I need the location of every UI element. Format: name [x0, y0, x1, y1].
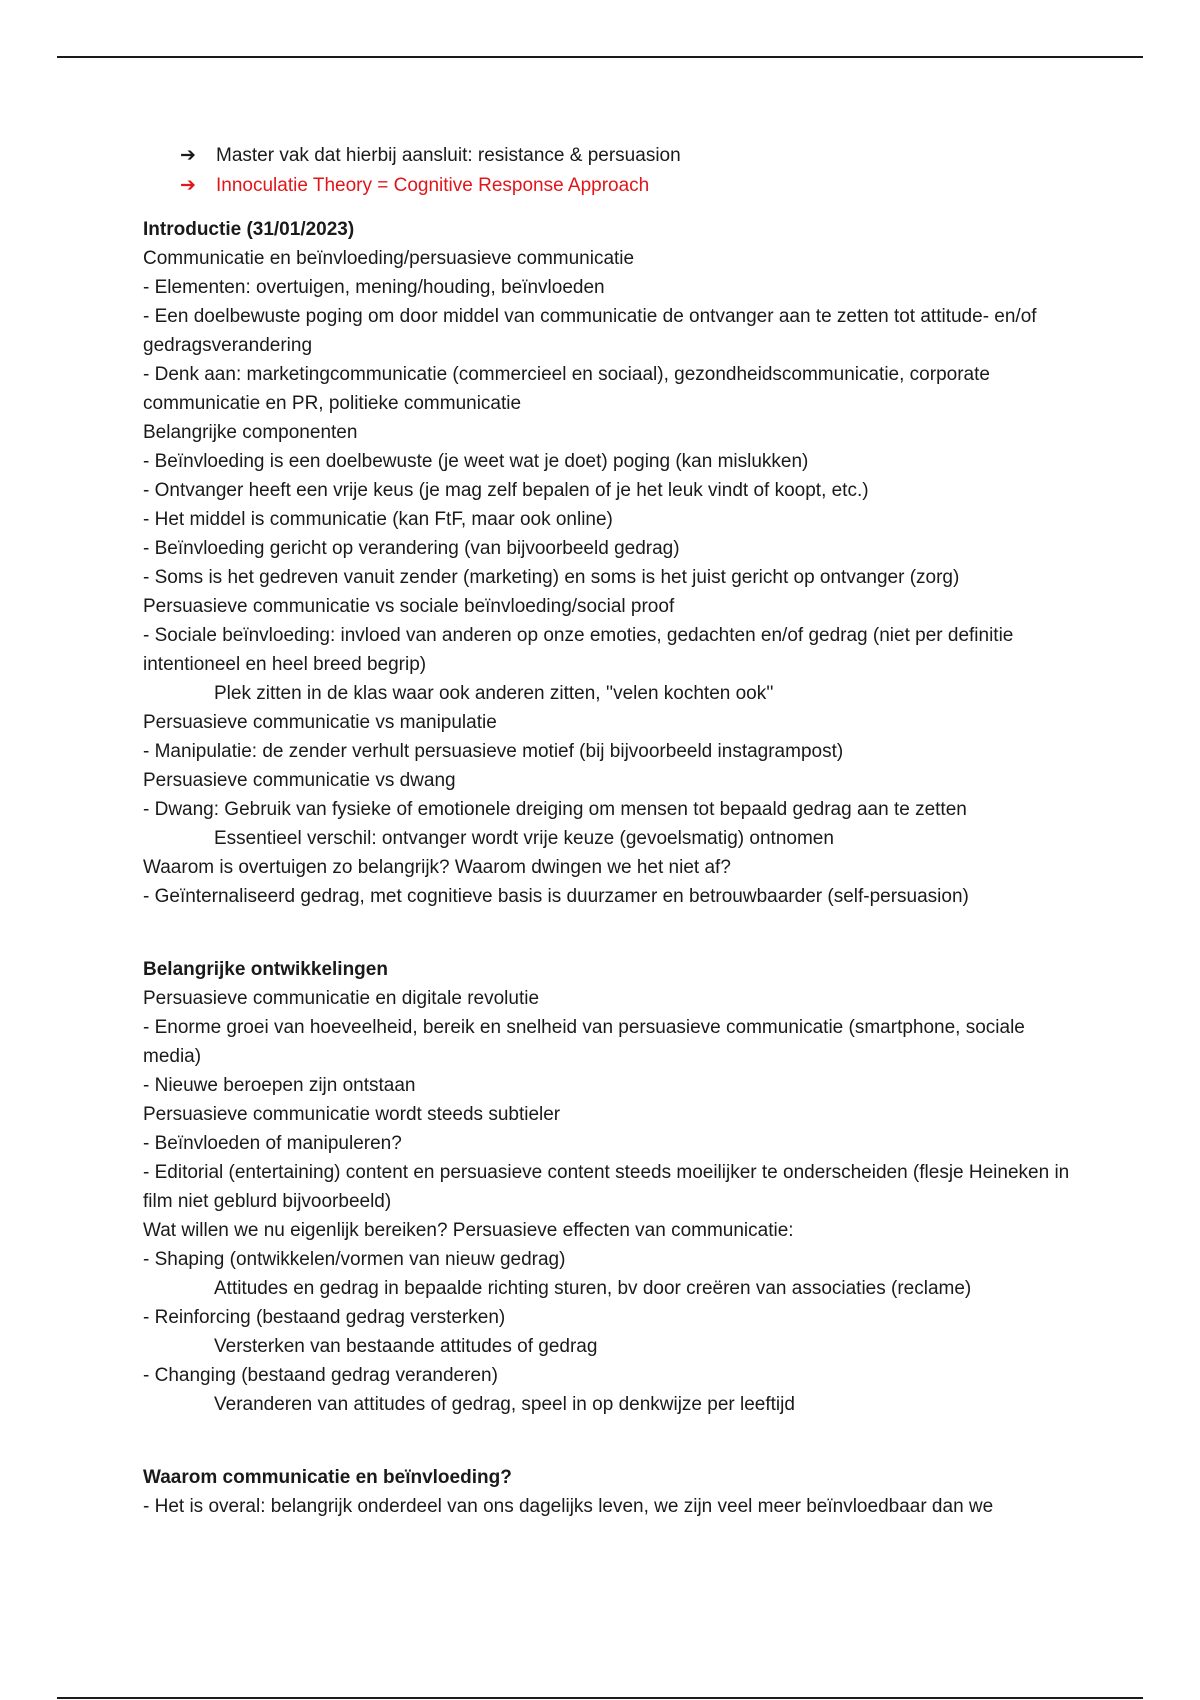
arrow-right-icon: ➔: [180, 175, 196, 196]
text-line: - Dwang: Gebruik van fysieke of emotionele dreiging om mensen tot bepaald gedrag aan te zetten: [143, 799, 967, 820]
header-rule: [57, 56, 1143, 58]
text-line: - Het is overal: belangrijk onderdeel van ons dagelijks leven, we zijn veel meer beïnvloedbaar dan we: [143, 1496, 994, 1517]
text-line: - Nieuwe beroepen zijn ontstaan: [143, 1075, 416, 1096]
text-line-indented: Veranderen van attitudes of gedrag, speel in op denkwijze per leeftijd: [214, 1394, 795, 1415]
text-line: Belangrijke componenten: [143, 422, 358, 443]
text-line: - Beïnvloeden of manipuleren?: [143, 1133, 402, 1154]
text-line: - Beïnvloeding gericht op verandering (van bijvoorbeeld gedrag): [143, 538, 680, 559]
section-heading-introductie: Introductie (31/01/2023): [143, 219, 355, 240]
text-line: Persuasieve communicatie en digitale revolutie: [143, 988, 540, 1009]
text-line: Communicatie en beïnvloeding/persuasieve communicatie: [143, 248, 635, 269]
text-line: - Ontvanger heeft een vrije keus (je mag zelf bepalen of je het leuk vindt of koopt, etc.): [143, 480, 869, 501]
text-line-indented: Plek zitten in de klas waar ook anderen zitten, ''velen kochten ook'': [214, 683, 774, 704]
text-line: - Soms is het gedreven vanuit zender (marketing) en soms is het juist gericht op ontvanger (zorg): [143, 567, 960, 588]
arrow-bullet-highlight: [143, 171, 1083, 201]
text-line: - Manipulatie: de zender verhult persuasieve motief (bij bijvoorbeeld instagrampost): [143, 741, 844, 762]
arrow-bullet-text: Master vak dat hierbij aansluit: resistance & persuasion: [216, 145, 681, 166]
text-line: - Sociale beïnvloeding: invloed van anderen op onze emoties, gedachten en/of gedrag (niet per definitie intentioneel en heel breed begrip): [143, 625, 1014, 675]
text-line: - Het middel is communicatie (kan FtF, maar ook online): [143, 509, 613, 530]
text-line: - Beïnvloeding is een doelbewuste (je weet wat je doet) poging (kan mislukken): [143, 451, 809, 472]
arrow-bullet-text: Innoculatie Theory = Cognitive Response Approach: [216, 175, 650, 196]
text-line: Wat willen we nu eigenlijk bereiken? Persuasieve effecten van communicatie:: [143, 1220, 794, 1241]
text-line: - Reinforcing (bestaand gedrag versterken): [143, 1307, 506, 1328]
text-line: Persuasieve communicatie vs sociale beïnvloeding/social proof: [143, 596, 675, 617]
text-line: - Enorme groei van hoeveelheid, bereik en snelheid van persuasieve communicatie (smartphone, sociale media): [143, 1017, 1025, 1067]
text-line: Waarom is overtuigen zo belangrijk? Waarom dwingen we het niet af?: [143, 857, 731, 878]
text-line-indented: Versterken van bestaande attitudes of gedrag: [214, 1336, 598, 1357]
arrow-bullet: [143, 141, 1083, 171]
footer-rule: [57, 1697, 1143, 1699]
text-line-indented: Essentieel verschil: ontvanger wordt vrije keuze (gevoelsmatig) ontnomen: [214, 828, 834, 849]
text-line: Persuasieve communicatie wordt steeds subtieler: [143, 1104, 561, 1125]
text-line: - Een doelbewuste poging om door middel van communicatie de ontvanger aan te zetten tot attitude- en/of gedragsverandering: [143, 306, 1037, 356]
text-line: Persuasieve communicatie vs dwang: [143, 770, 456, 791]
text-line: - Geïnternaliseerd gedrag, met cognitieve basis is duurzamer en betrouwbaarder (self-persuasion): [143, 886, 969, 907]
document-body: [143, 141, 1083, 1521]
text-line-indented: Attitudes en gedrag in bepaalde richting sturen, bv door creëren van associaties (reclame): [214, 1278, 972, 1299]
text-line: - Editorial (entertaining) content en persuasieve content steeds moeilijker te onderscheiden (flesje Heineken in film niet geblurd bijvoorbeeld): [143, 1162, 1070, 1212]
arrow-right-icon: ➔: [180, 145, 196, 166]
text-line: - Denk aan: marketingcommunicatie (commercieel en sociaal), gezondheidscommunicatie, corporate communicatie en PR, politieke communicatie: [143, 364, 990, 414]
section-heading-ontwikkelingen: Belangrijke ontwikkelingen: [143, 959, 388, 980]
text-line: - Changing (bestaand gedrag veranderen): [143, 1365, 498, 1386]
text-line: - Shaping (ontwikkelen/vormen van nieuw gedrag): [143, 1249, 566, 1270]
section-heading-waarom: Waarom communicatie en beïnvloeding?: [143, 1467, 512, 1488]
text-line: Persuasieve communicatie vs manipulatie: [143, 712, 497, 733]
text-line: - Elementen: overtuigen, mening/houding, beïnvloeden: [143, 277, 605, 298]
